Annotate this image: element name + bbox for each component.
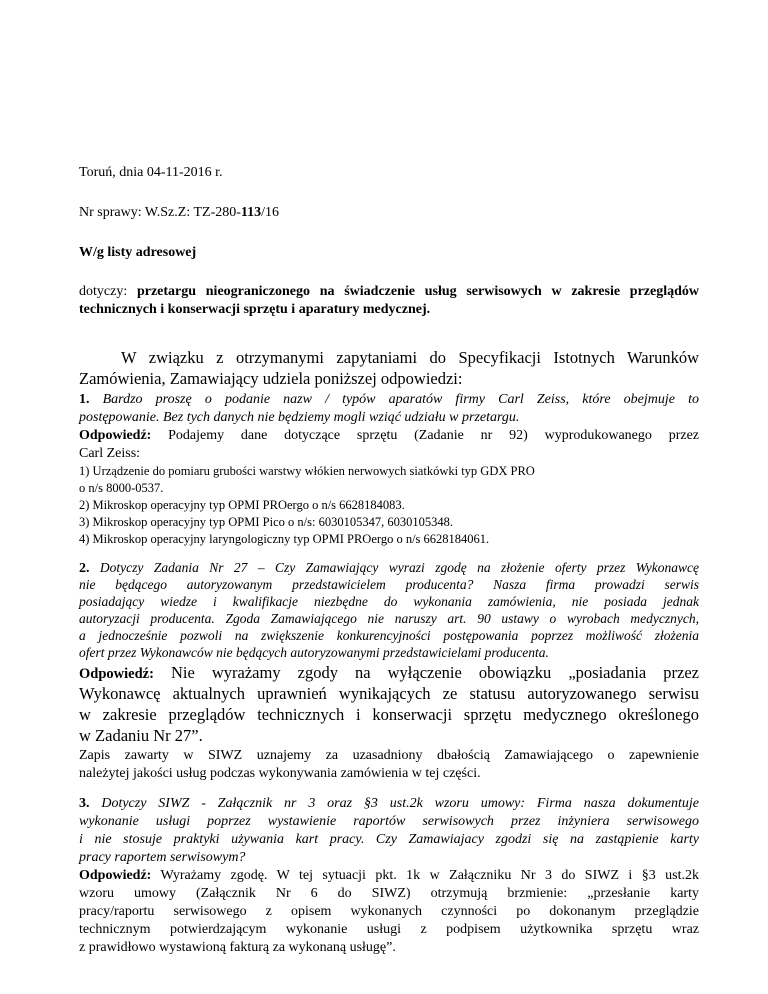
q3-answer-label: Odpowiedź:: [79, 868, 152, 883]
address-list-heading: W/g listy adresowej: [79, 245, 197, 260]
q1-item-2: 2) Mikroskop operacyjny typ OPMI PROergo o n/s 6628184083.: [79, 498, 405, 512]
q3-answer-line-4: technicznym potwierdzającym wykonanie usługi z podpisem użytkownika sprzętu wraz: [79, 922, 699, 937]
q3-question-line-3: i nie stosuje praktyki używania kart pracy. Czy Zamawiajacy zgodzi się na zastąpienie karty: [79, 832, 699, 847]
q2-question-line-4: autoryzacji producenta. Zgoda Zamawiającego nie naruszy art. 90 ustawy o wyrobach medycznych,: [79, 611, 699, 626]
subject-line-1: [79, 283, 699, 301]
intro-line-2: Zamówienia, Zamawiający udziela poniższej odpowiedzi:: [79, 369, 463, 388]
case-number: [79, 204, 699, 222]
q1-answer-label: Odpowiedź:: [79, 428, 152, 443]
q2-note-line-1: Zapis zawarty w SIWZ uznajemy za uzasadniony dbałością Zamawiającego o zapewnienie: [79, 748, 699, 763]
date-line: Toruń, dnia 04-11-2016 r.: [79, 165, 223, 180]
q2-answer-label: Odpowiedź:: [79, 666, 154, 682]
q1-item-4: 4) Mikroskop operacyjny laryngologiczny typ OPMI PROergo o n/s 6628184061.: [79, 532, 490, 546]
q1-answer-line-2: Carl Zeiss:: [79, 446, 141, 461]
q3-question-line-4: pracy raportem serwisowym?: [79, 850, 246, 865]
q3-answer-line-3: pracy/raportu serwisowego z opisem wykonanych czynności po dokonanym przeglądzie: [79, 904, 699, 919]
q1-item-1: 1) Urządzenie do pomiaru grubości warstwy włókien nerwowych siatkówki typ GDX PRO: [79, 464, 535, 478]
q2-question-line-5: a jednocześnie pozwoli na zwiększenie konkurencyjności postępowania poprzez możliwość złożenia: [79, 628, 699, 643]
subject-text-1: przetargu nieograniczonego na świadczenie usług serwisowych w zakresie przeglądów: [136, 284, 700, 299]
q1-question-line-1: 1. Bardzo proszę o podanie nazw / typów aparatów firmy Carl Zeiss, które obejmuje to: [79, 392, 699, 407]
q2-number: 2.: [79, 561, 90, 576]
case-number-prefix: Nr sprawy: W.Sz.Z: TZ-280-: [79, 205, 241, 220]
q2-answer-line-4: w Zadaniu Nr 27”.: [79, 726, 203, 745]
subject-line-2: technicznych i konserwacji sprzętu i aparatury medycznej.: [79, 302, 431, 317]
q2-question-line-3: posiadający wiedze i kwalifikacje niezbędne do wykonania zamówienia, nie posiada jednak: [79, 594, 699, 609]
case-number-suffix: /16: [261, 205, 280, 220]
q2-note-line-2: należytej jakości usług podczas wykonywania zamówienia w tej części.: [79, 766, 481, 781]
q3-answer-line-1: Odpowiedź: Wyrażamy zgodę. W tej sytuacji pkt. 1k w Załączniku Nr 3 do SIWZ i §3 ust.2k: [79, 868, 699, 883]
q3-answer-line-2: wzoru umowy (Załącznik Nr 6 do SIWZ) otrzymują brzmienie: „przesłanie karty: [79, 886, 699, 901]
q2-question-line-6: ofert przez Wykonawców nie będących autoryzowanymi przedstawicielami producenta.: [79, 645, 549, 660]
q2-question-line-2: nie będącego autoryzowanym przedstawicielem producenta? Nasza firma prowadzi serwis: [79, 577, 699, 592]
q3-question-line-1: 3. Dotyczy SIWZ - Załącznik nr 3 oraz §3 ust.2k wzoru umowy: Firma nasza dokumentuje: [79, 796, 699, 811]
q3-question-line-2: wykonanie usługi poprzez wystawienie raportów serwisowych przez inżyniera serwisowego: [79, 814, 699, 829]
q2-answer-line-3: w zakresie przeglądów technicznych i konserwacji sprzętu medycznego określonego: [79, 705, 699, 724]
subject-label: dotyczy:: [79, 284, 128, 299]
q3-answer-line-5: z prawidłowo wystawioną fakturą za wykonaną usługę”.: [79, 940, 396, 955]
q1-item-3: 3) Mikroskop operacyjny typ OPMI Pico o n/s: 6030105347, 6030105348.: [79, 515, 453, 529]
q2-answer-line-2: Wykonawcę aktualnych uprawnień wynikających ze statusu autoryzowanego serwisu: [79, 684, 699, 703]
intro-line-1: W związku z otrzymanymi zapytaniami do Specyfikacji Istotnych Warunków: [121, 348, 699, 367]
q2-question-line-1: 2. Dotyczy Zadania Nr 27 – Czy Zamawiający wyrazi zgodę na złożenie oferty przez Wykonawcę: [79, 560, 699, 576]
q2-answer-line-1: Odpowiedź: Nie wyrażamy zgody na wyłączenie obowiązku „posiadania przez: [79, 663, 699, 682]
q1-question-line-2: postępowanie. Bez tych danych nie będziemy mogli wziąć udziału w przetargu.: [79, 410, 520, 425]
q3-number: 3.: [79, 796, 90, 811]
q1-answer-line-1: Odpowiedź: Podajemy dane dotyczące sprzętu (Zadanie nr 92) wyprodukowanego przez: [79, 428, 699, 443]
q1-number: 1.: [79, 392, 90, 407]
case-number-bold: 113: [240, 205, 262, 220]
q1-item-1-serial: o n/s 8000-0537.: [79, 481, 164, 495]
